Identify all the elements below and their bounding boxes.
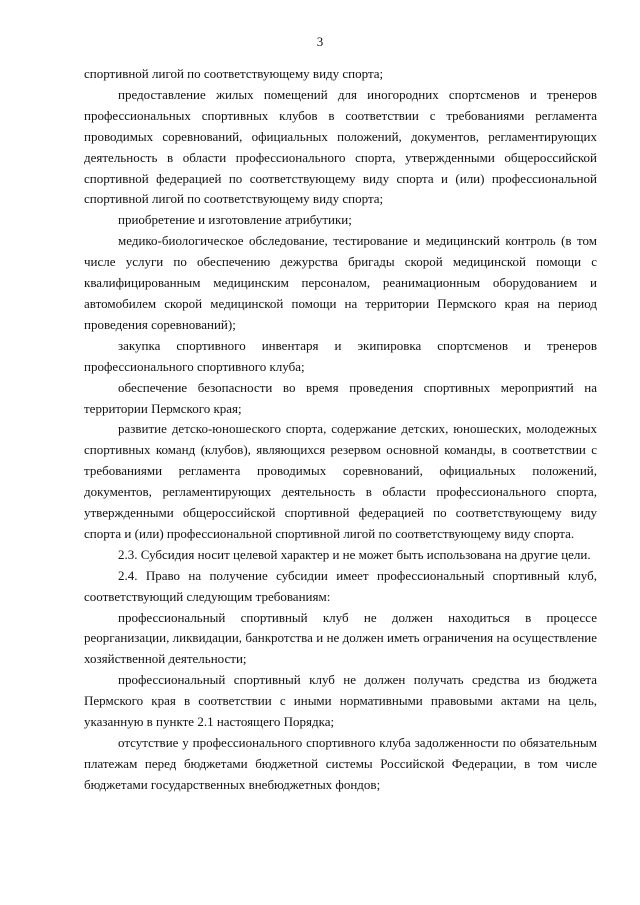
paragraph-no-reorganization: профессиональный спортивный клуб не должен находиться в процессе реорганизации, ликвидации, банкротства и не должен иметь ограничения на осуществление хозяйственной деятельности; bbox=[84, 609, 597, 667]
paragraph-housing: предоставление жилых помещений для иногородних спортсменов и тренеров профессиональных спортивных клубов в соответствии с требованиями регламента проводимых соревнований, официальных положений, документов, регламентирующих деятельность в области профессионального спорта, утвержденными общероссийской спортивной федерацией по соответствующему виду спорта и (или) профессиональной спортивной лигой по соответствующему виду спорта; bbox=[84, 86, 597, 207]
paragraph-equipment: закупка спортивного инвентаря и экипировка спортсменов и тренеров профессионального спортивного клуба; bbox=[84, 337, 597, 374]
paragraph-attributes: приобретение и изготовление атрибутики; bbox=[118, 212, 352, 228]
paragraph-no-other-funds: профессиональный спортивный клуб не должен получать средства из бюджета Пермского края в соответствии с иными нормативными правовыми актами на цель, указанную в пункте 2.1 настоящего Порядка; bbox=[84, 672, 597, 730]
paragraph-no-debt: отсутствие у профессионального спортивного клуба задолженности по обязательным платежам перед бюджетами бюджетной системы Российской Федерации, в том числе бюджетами государственных внебюджетных фондов; bbox=[84, 735, 597, 792]
paragraph-youth-sport: развитие детско-юношеского спорта, содержание детских, юношеских, молодежных спортивных команд (клубов), являющихся резервом основной команды, в соответствии с требованиями регламента проводимых соревнований, официальных положений, документов, регламентирующих деятельность в области профессионального спорта, утвержденными общероссийской спортивной федерацией по соответствующему виду спорта и (или) профессиональной спортивной лигой по соответствующему виду спорта. bbox=[84, 421, 597, 541]
document-body bbox=[84, 64, 597, 796]
paragraph-continuation: спортивной лигой по соответствующему виду спорта; bbox=[84, 66, 384, 81]
paragraph-2-3: 2.3. Субсидия носит целевой характер и не может быть использована на другие цели. bbox=[118, 546, 591, 562]
page-number: 3 bbox=[316, 34, 324, 49]
paragraph-2-4: 2.4. Право на получение субсидии имеет профессиональный спортивный клуб, соответствующий следующим требованиям: bbox=[84, 567, 597, 604]
paragraph-security: обеспечение безопасности во время проведения спортивных мероприятий на территории Пермского края; bbox=[84, 379, 597, 416]
paragraph-medical: медико-биологическое обследование, тестирование и медицинский контроль (в том числе услуги по обеспечению дежурства бригады скорой медицинской помощи с квалифицированным медицинским персоналом, реанимационным оборудованием и автомобилем скорой медицинской помощи на территории Пермского края на период проведения соревнований); bbox=[84, 233, 597, 332]
